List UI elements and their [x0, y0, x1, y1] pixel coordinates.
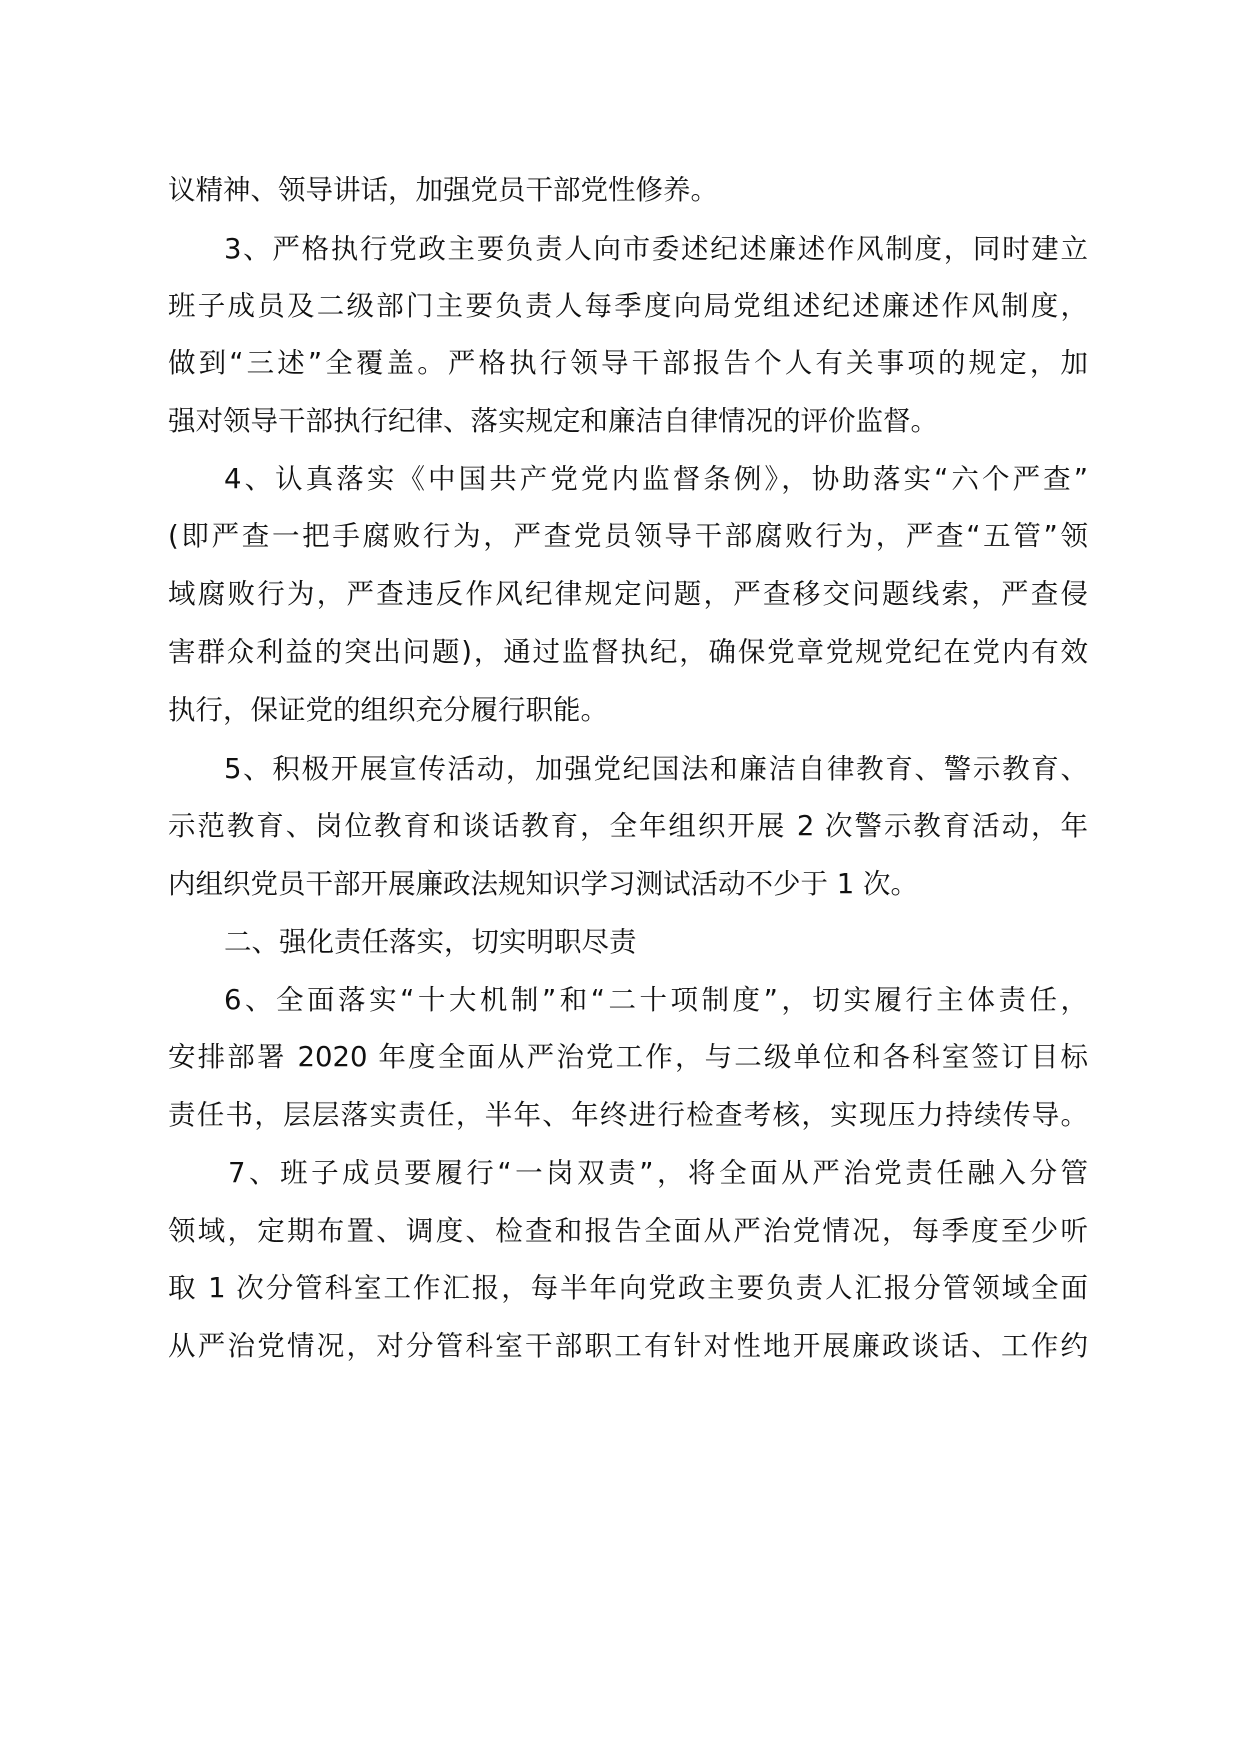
- text-line-2: 3、严格执行党政主要负责人向市委述纪述廉述作风制度，同时建立: [224, 233, 1088, 265]
- text-line-4: 做到“三述”全覆盖。严格执行领导干部报告个人有关事项的规定，加: [168, 347, 1088, 379]
- text-line-20: 取 1 次分管科室工作汇报，每半年向党政主要负责人汇报分管领域全面: [168, 1272, 1088, 1304]
- text-line-12: 示范教育、岗位教育和谈话教育，全年组织开展 2 次警示教育活动，年: [168, 810, 1088, 842]
- text-line-13: 内组织党员干部开展廉政法规知识学习测试活动不少于 1 次。: [168, 868, 918, 900]
- text-line-19: 领域，定期布置、调度、检查和报告全面从严治党情况，每季度至少听: [168, 1215, 1088, 1247]
- text-line-18: 7、班子成员要履行“一岗双责”，将全面从严治党责任融入分管: [228, 1157, 1088, 1189]
- text-line-6: 4、认真落实《中国共产党党内监督条例》，协助落实“六个严查”: [224, 463, 1088, 495]
- text-line-15: 6、全面落实“十大机制”和“二十项制度”，切实履行主体责任，: [224, 984, 1088, 1016]
- text-line-9: 害群众利益的突出问题)，通过监督执纪，确保党章党规党纪在党内有效: [168, 636, 1088, 668]
- text-line-1: 议精神、领导讲话，加强党员干部党性修养。: [168, 174, 718, 206]
- text-line-16: 安排部署 2020 年度全面从严治党工作，与二级单位和各科室签订目标: [168, 1041, 1088, 1073]
- text-line-5: 强对领导干部执行纪律、落实规定和廉洁自律情况的评价监督。: [168, 405, 938, 437]
- text-line-3: 班子成员及二级部门主要负责人每季度向局党组述纪述廉述作风制度，: [168, 290, 1088, 322]
- text-line-8: 域腐败行为，严查违反作风纪律规定问题，严查移交问题线索，严查侵: [168, 578, 1088, 610]
- text-line-10: 执行，保证党的组织充分履行职能。: [168, 694, 608, 726]
- section-heading: 二、强化责任落实，切实明职尽责: [224, 926, 637, 958]
- text-line-11: 5、积极开展宣传活动，加强党纪国法和廉洁自律教育、警示教育、: [224, 753, 1088, 785]
- text-line-7: (即严查一把手腐败行为，严查党员领导干部腐败行为，严查“五管”领: [168, 520, 1088, 552]
- text-line-17: 责任书，层层落实责任，半年、年终进行检查考核，实现压力持续传导。: [168, 1099, 1088, 1131]
- text-line-21: 从严治党情况，对分管科室干部职工有针对性地开展廉政谈话、工作约: [168, 1330, 1088, 1362]
